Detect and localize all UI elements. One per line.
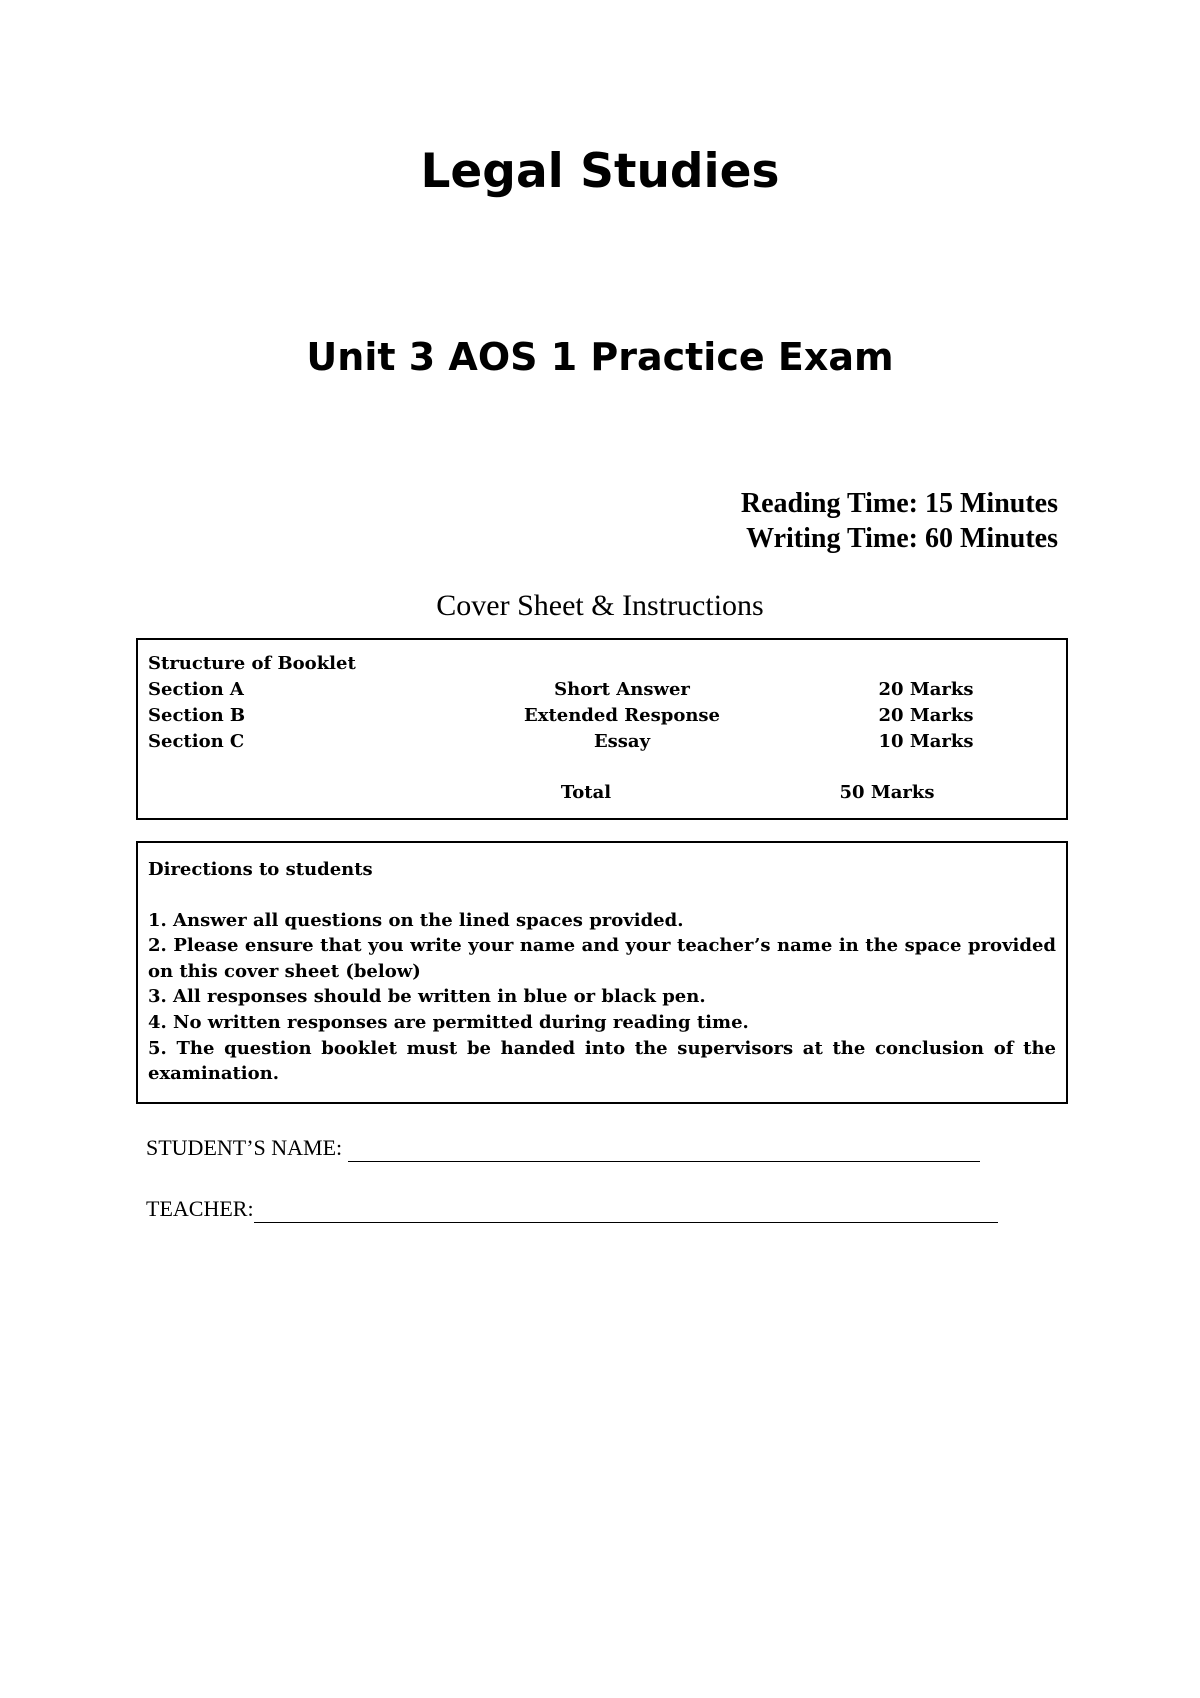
direction-item: 1. Answer all questions on the lined spaces provided. xyxy=(148,909,684,931)
document-title: Legal Studies xyxy=(420,144,780,199)
student-name-field xyxy=(146,1134,980,1162)
writing-time: Writing Time: 60 Minutes xyxy=(746,523,1058,554)
teacher-name-field xyxy=(146,1195,998,1223)
total-marks: 50 Marks xyxy=(839,782,935,803)
section-marks: 10 Marks xyxy=(878,731,974,752)
student-name-label: STUDENT’S NAME: xyxy=(146,1135,343,1160)
exam-times xyxy=(741,486,1058,556)
reading-time: Reading Time: 15 Minutes xyxy=(740,488,1058,519)
teacher-name-label: TEACHER: xyxy=(146,1196,254,1221)
section-name: Section C xyxy=(148,731,245,752)
exam-subtitle: Unit 3 AOS 1 Practice Exam xyxy=(306,335,894,379)
directions-heading: Directions to students xyxy=(148,859,373,880)
structure-box xyxy=(136,638,1068,820)
section-type: Short Answer xyxy=(554,679,690,700)
section-marks: 20 Marks xyxy=(878,679,974,700)
section-type: Essay xyxy=(593,731,651,752)
section-type: Extended Response xyxy=(523,705,721,726)
directions-content xyxy=(148,857,1056,1087)
direction-item: 2. Please ensure that you write your name and your teacher’s name in the space provided on this cover sheet (below) xyxy=(148,935,1056,982)
cover-sheet-heading: Cover Sheet & Instructions xyxy=(436,589,764,622)
section-name: Section A xyxy=(148,679,244,700)
structure-heading-row xyxy=(138,651,1066,677)
section-marks: 20 Marks xyxy=(878,705,974,726)
total-label: Total xyxy=(560,782,612,803)
direction-item: 5. The question booklet must be handed into the supervisors at the conclusion of the examination. xyxy=(148,1037,1056,1085)
student-name-line[interactable] xyxy=(348,1139,980,1162)
structure-row xyxy=(138,677,1066,703)
directions-box xyxy=(136,841,1068,1104)
direction-item: 4. No written responses are permitted during reading time. xyxy=(148,1011,749,1033)
teacher-name-line[interactable] xyxy=(254,1200,998,1223)
structure-row xyxy=(138,703,1066,729)
structure-total-row xyxy=(138,780,1066,806)
section-name: Section B xyxy=(148,705,246,726)
structure-heading: Structure of Booklet xyxy=(148,653,356,674)
direction-item: 3. All responses should be written in blue or black pen. xyxy=(148,986,706,1008)
structure-row xyxy=(138,729,1066,755)
